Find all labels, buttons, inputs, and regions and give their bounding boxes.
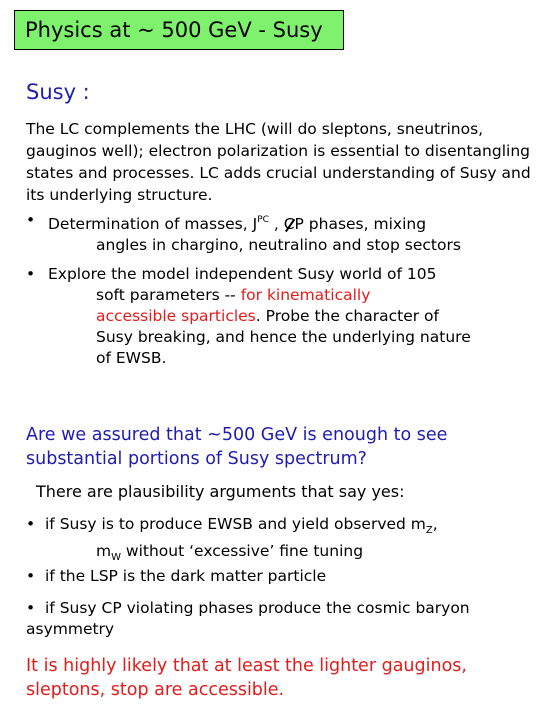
- bullet-explore-line1: Explore the model independent Susy world of 105: [48, 265, 437, 283]
- bullet-dot: •: [26, 265, 36, 283]
- conclusion-text: It is highly likely that at least the lighter gauginos, sleptons, stop are accessible.: [26, 656, 467, 700]
- accessible-highlight: for kinematically: [240, 286, 371, 304]
- question-text: Are we assured that ~500 GeV is enough to see substantial portions of Susy spectrum?: [26, 425, 448, 469]
- cp-slashed: C: [283, 215, 295, 233]
- plausibility-text: There are plausibility arguments that say yes:: [36, 482, 405, 501]
- slide-title-text: Physics at ~ 500 GeV - Susy: [25, 18, 323, 42]
- slide-title: [14, 10, 344, 50]
- sub-bullet-ewsb-line2: $m_W$ without ‘excessive’ fine tuning: [96, 542, 364, 564]
- sub-bullet-lsp: • if the LSP is the dark matter particle: [26, 567, 327, 585]
- bullet-masses-line1: Determination of masses, $J^{PC}$ , CP phases, mixing: [48, 215, 427, 233]
- bullet-explore: [26, 264, 531, 369]
- bullet-masses: [26, 210, 531, 256]
- bullet-masses-line2: angles in chargino, neutralino and stop sectors: [96, 236, 461, 254]
- bullet-explore-line4: Susy breaking, and hence the underlying nature: [96, 328, 471, 346]
- sub-bullet-cp: • if Susy CP violating phases produce the cosmic baryon asymmetry: [26, 599, 470, 638]
- sub-bullet-ewsb: [26, 514, 526, 568]
- bullet-explore-line5: of EWSB.: [96, 349, 167, 367]
- section-heading: Susy :: [26, 80, 90, 104]
- sub-bullet-ewsb-line1: • if Susy is to produce EWSB and yield observed $m_Z$,: [26, 515, 438, 537]
- bullet-dot: •: [26, 211, 36, 229]
- bullet-explore-line3: accessible sparticles. Probe the character of: [96, 307, 439, 325]
- bullet-explore-line2: soft parameters -- for kinematically: [96, 286, 371, 304]
- intro-paragraph: The LC complements the LHC (will do sleptons, sneutrinos, gauginos well); electron polarization is essential to disentangling states and processes. LC adds crucial understanding of Susy and its underlying structure.: [26, 120, 531, 204]
